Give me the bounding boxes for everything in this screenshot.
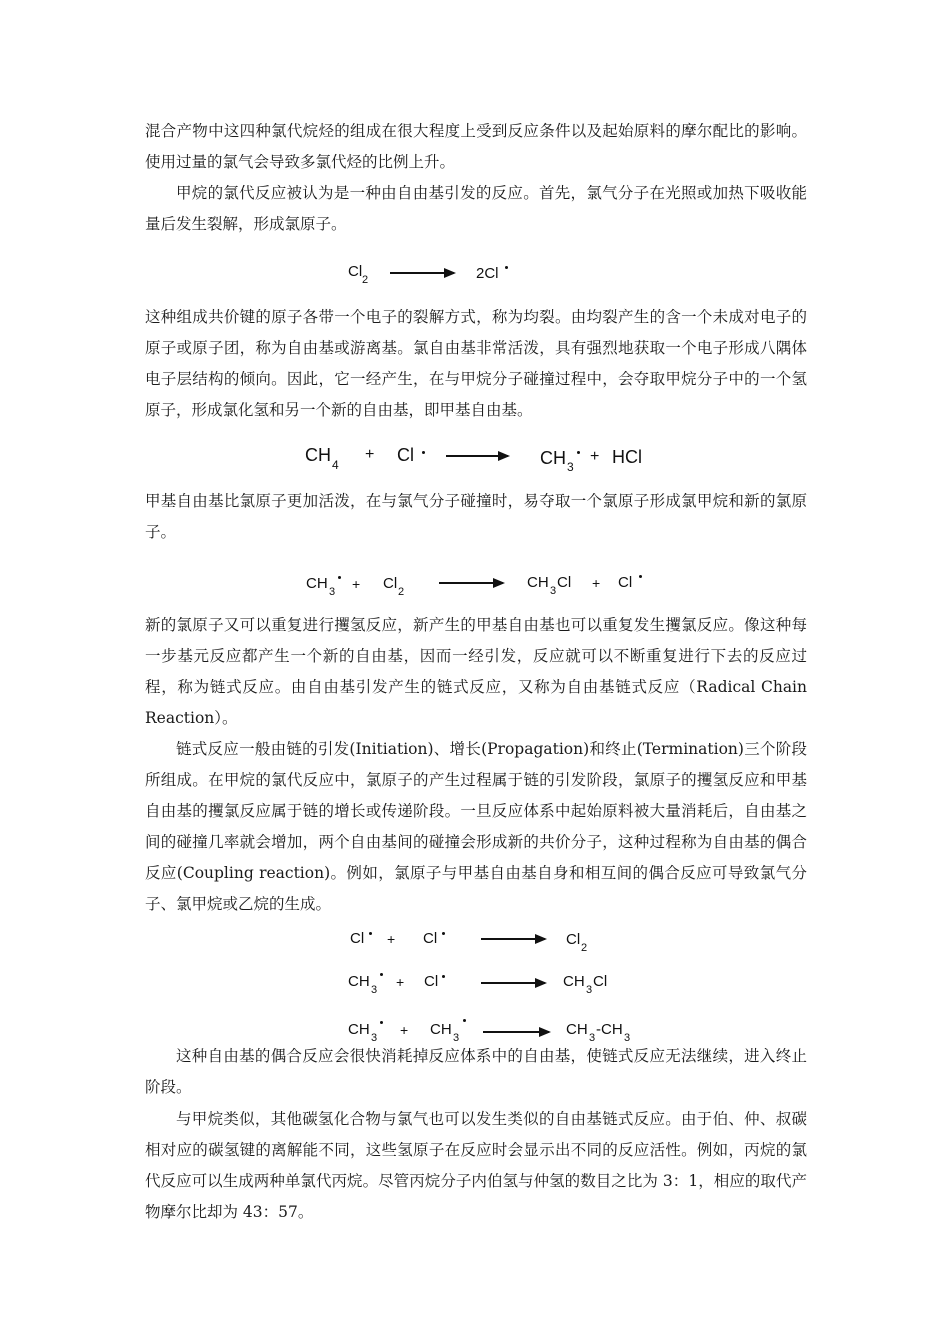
eq6-r2-dot [463, 1019, 466, 1022]
paragraph-3: 这种组成共价键的原子各带一个电子的裂解方式，称为均裂。由均裂产生的含一个未成对电子的原子或原子团，称为自由基或游离基。氯自由基非常活泼，具有强烈地获取一个电子形成八隅体电子层结构的倾向。因此，它一经产生，在与甲烷分子碰撞过程中，会夺取甲烷分子中的一个氢原子，形成氯化氢和另一个新的自由基，即甲基自由基。 [145, 308, 807, 419]
eq3-r1: CH [306, 575, 328, 592]
eq3-p1-sub: 3 [550, 585, 557, 597]
eq3-r1-dot [338, 576, 341, 579]
paragraph-2: 甲烷的氯代反应被认为是一种由自由基引发的反应。首先，氯气分子在光照或加热下吸收能量后发生裂解，形成氯原子。 [145, 184, 807, 233]
eq5-r1: CH [348, 973, 370, 990]
paragraph-5: 新的氯原子又可以重复进行攫氢反应，新产生的甲基自由基也可以重复发生攫氯反应。像这种每一步基元反应都产生一个新的自由基，因而一经引发，反应就可以不断重复进行下去的反应过程，称为链式反应。由自由基引发产生的链式反应，又称为自由基链式反应（Radical Chain Reaction）。 [145, 616, 807, 727]
eq1-reactant: Cl [348, 263, 363, 280]
eq3-arrow [439, 582, 503, 584]
eq6-product-a: CH [566, 1021, 588, 1038]
eq2-p1-sub: 3 [567, 460, 574, 474]
eq4-plus: + [387, 931, 396, 947]
eq5-arrow [481, 982, 545, 984]
eq2-p2: HCl [612, 447, 642, 467]
paragraph-7: 这种自由基的偶合反应会很快消耗掉反应体系中的自由基，使链式反应无法继续，进入终止阶段。 [145, 1047, 807, 1096]
eq3-r1-sub: 3 [329, 586, 336, 598]
eq5-product-b: Cl [593, 973, 608, 990]
eq2-r1-sub: 4 [332, 458, 339, 472]
eq4-product-sub: 2 [581, 942, 588, 954]
eq3-p2-dot [639, 575, 642, 578]
eq2-arrow [446, 455, 508, 457]
eq6-r1: CH [348, 1021, 370, 1038]
eq2-r2: Cl [397, 445, 414, 465]
paragraph-8: 与甲烷类似，其他碳氢化合物与氯气也可以发生类似的自由基链式反应。由于伯、仲、叔碳相对应的碳氢键的离解能不同，这些氢原子在反应时会显示出不同的反应活性。例如，丙烷的氯代反应可以生成两种单氯代丙烷。尽管丙烷分子内伯氢与仲氢的数目之比为 3：1，相应的取代产物摩尔比却为 43：57。 [145, 1110, 807, 1221]
eq6-r1-sub: 3 [371, 1032, 378, 1044]
eq5-plus: + [396, 974, 405, 990]
eq6-r2: CH [430, 1021, 452, 1038]
eq6-product-b-sub: 3 [624, 1032, 631, 1044]
eq3-r2-sub: 2 [398, 586, 405, 598]
eq6-arrow [483, 1031, 549, 1033]
eq5-r2: Cl [424, 973, 439, 990]
eq2-plus2: + [590, 448, 600, 465]
eq6-plus: + [400, 1022, 409, 1038]
eq1-radical-dot [505, 266, 508, 269]
eq4-r1: Cl [350, 930, 365, 947]
eq5-r2-dot [442, 975, 445, 978]
eq6-r2-sub: 3 [453, 1032, 460, 1044]
eq5-product-sub: 3 [586, 984, 593, 996]
eq3-plus2: + [592, 575, 601, 591]
eq3-p2: Cl [618, 574, 633, 591]
eq4-r2-dot [442, 932, 445, 935]
eq2-plus1: + [365, 446, 375, 463]
paragraph-6: 链式反应一般由链的引发(Initiation)、增长(Propagation)和终止(Termination)三个阶段所组成。在甲烷的氯代反应中，氯原子的产生过程属于链的引发阶段，氯原子的攫氢反应和甲基自由基的攫氯反应属于链的增长或传递阶段。一旦反应体系中起始原料被大量消耗后，自由基之间的碰撞几率就会增加，两个自由基间的碰撞会形成新的共价分子，这种过程称为自由基的偶合反应(Coupling reaction)。例如，氯原子与甲基自由基自身和相互间的偶合反应可导致氯气分子、氯甲烷或乙烷的生成。 [145, 740, 807, 913]
eq3-p1a: CH [527, 574, 549, 591]
eq3-p1b: Cl [557, 574, 572, 591]
eq1-reactant-sub: 2 [362, 274, 369, 286]
eq5-r1-dot [380, 973, 383, 976]
eq4-r1-dot [369, 932, 372, 935]
eq4-r2: Cl [423, 930, 438, 947]
eq5-product-a: CH [563, 973, 585, 990]
eq3-r2: Cl [383, 575, 398, 592]
eq2-p1: CH [540, 448, 566, 468]
eq4-product: Cl [566, 931, 581, 948]
eq1-arrow [390, 272, 454, 274]
eq4-arrow [481, 938, 545, 940]
eq2-p1-dot [577, 451, 580, 454]
eq2-r2-dot [422, 451, 425, 454]
eq5-r1-sub: 3 [371, 984, 378, 996]
eq6-product-a-sub: 3 [589, 1032, 596, 1044]
eq6-product-b: -CH [596, 1021, 623, 1038]
eq1-product: 2Cl [476, 265, 499, 282]
eq3-plus1: + [352, 576, 361, 592]
paragraph-4: 甲基自由基比氯原子更加活泼，在与氯气分子碰撞时，易夺取一个氯原子形成氯甲烷和新的氯原子。 [145, 492, 807, 541]
eq6-r1-dot [380, 1021, 383, 1024]
eq2-r1: CH [305, 445, 331, 465]
paragraph-1: 混合产物中这四种氯代烷烃的组成在很大程度上受到反应条件以及起始原料的摩尔配比的影响。使用过量的氯气会导致多氯代烃的比例上升。 [145, 122, 807, 171]
